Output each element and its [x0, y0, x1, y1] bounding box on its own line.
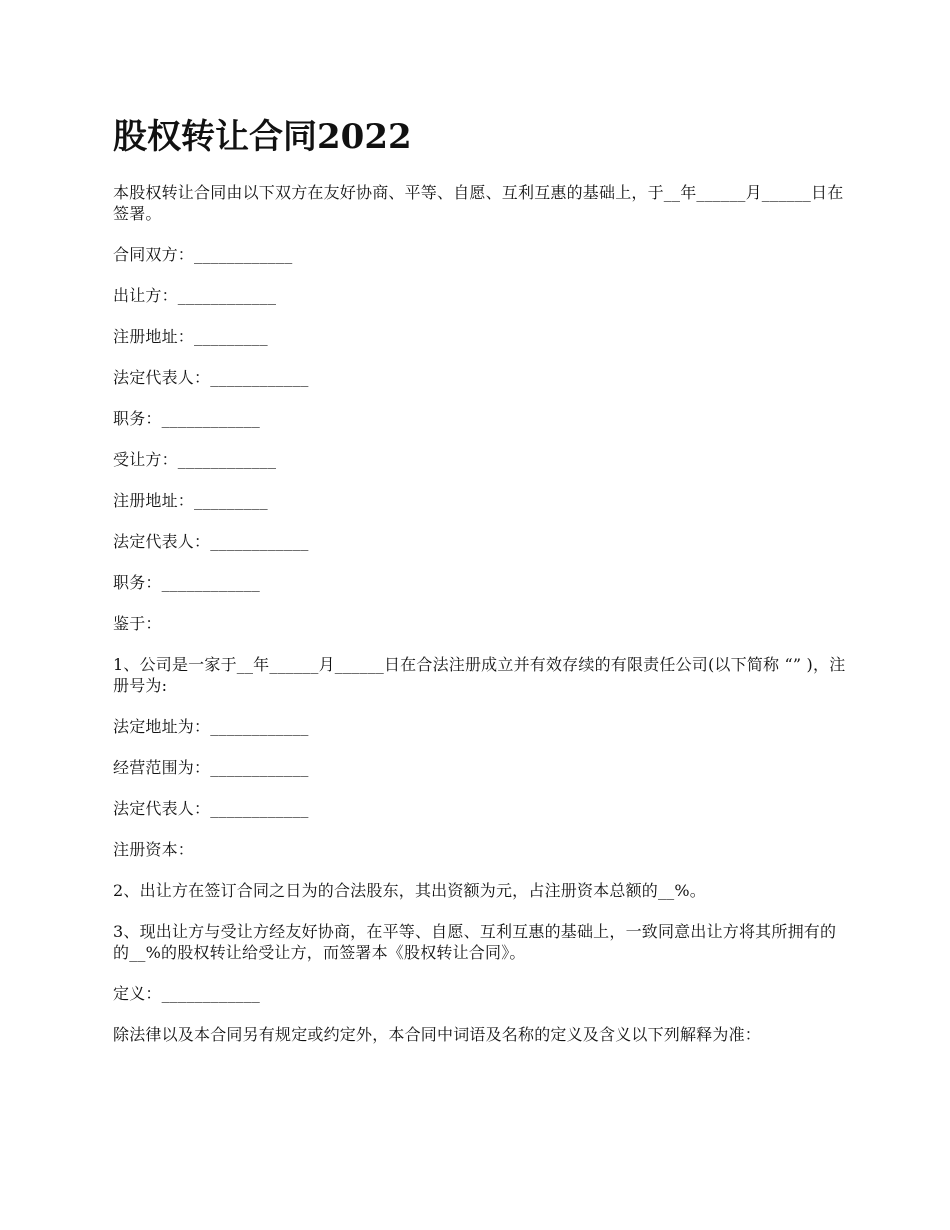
transferee-address-line: 注册地址：_________	[113, 491, 268, 510]
company-legal-rep-line: 法定代表人：____________	[113, 799, 309, 818]
document-title: 股权转让合同2022	[113, 117, 412, 157]
registered-capital-line: 注册资本：	[113, 840, 195, 859]
intro-paragraph: 本股权转让合同由以下双方在友好协商、平等、自愿、互利互惠的基础上，于__年______月______日在签署。	[113, 183, 844, 223]
contract-parties-line: 合同双方：____________	[113, 245, 293, 264]
definition-line: 定义：____________	[113, 984, 261, 1003]
clause-1-paragraph: 1、公司是一家于__年______月______日在合法注册成立并有效存续的有限责任公司(以下简称 “” )，注册号为:	[113, 655, 846, 695]
clause-3-paragraph: 3、现出让方与受让方经友好协商，在平等、自愿、互利互惠的基础上，一致同意出让方将其所拥有的 的__%的股权转让给受让方，而签署本《股权转让合同》。	[113, 922, 842, 962]
whereas-heading: 鉴于：	[113, 614, 162, 633]
clause-2-paragraph: 2、出让方在签订合同之日为的合法股东，其出资额为元，占注册资本总额的__%。	[113, 881, 706, 900]
transferee-line: 受让方：____________	[113, 450, 277, 469]
business-scope-line: 经营范围为：____________	[113, 758, 309, 777]
transferor-address-line: 注册地址：_________	[113, 327, 268, 346]
transferor-line: 出让方：____________	[113, 286, 277, 305]
transferor-position-line: 职务：____________	[113, 409, 261, 428]
transferee-legal-rep-line: 法定代表人：____________	[113, 532, 309, 551]
document-body	[113, 112, 853, 1045]
definition-intro-paragraph: 除法律以及本合同另有规定或约定外，本合同中词语及名称的定义及含义以下列解释为准：	[113, 1025, 762, 1044]
legal-address-line: 法定地址为：____________	[113, 717, 309, 736]
transferee-position-line: 职务：____________	[113, 573, 261, 592]
transferor-legal-rep-line: 法定代表人：____________	[113, 368, 309, 387]
